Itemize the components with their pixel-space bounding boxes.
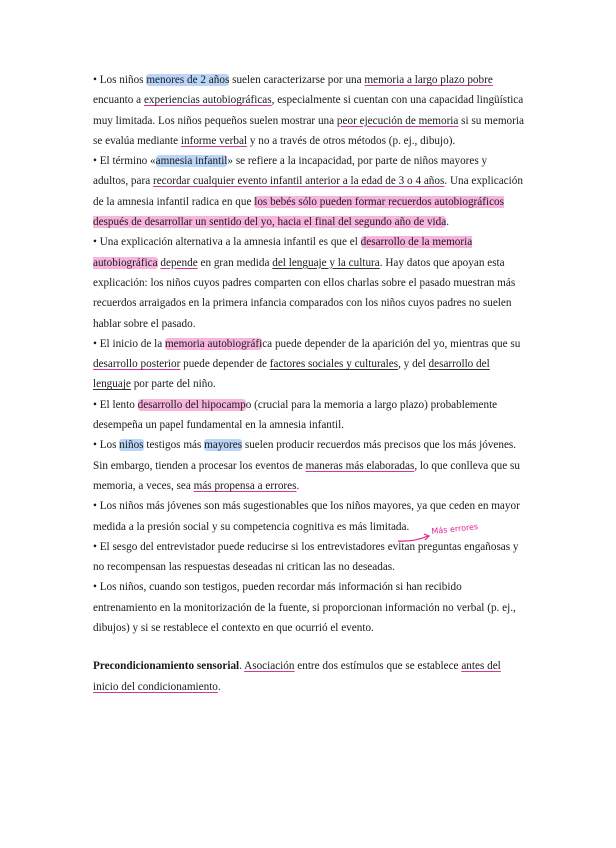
bullet-paragraph-8 [93,537,525,578]
bullet-marker: • [93,337,97,350]
text-segment: . Una explicación de la amnesia infantil radica en que [93,175,523,208]
text-segment: o (crucial para la memoria a largo plazo) probablemente desempeña un papel fundamental en la amnesia infantil. [93,398,498,432]
text-segment: Una explicación alternativa a la amnesia infantil es que el [96,236,361,249]
text-segment: entre dos estímulos que se establece [294,660,462,673]
underline-pink: depende [160,256,198,269]
bullet-paragraph-9 [93,577,525,638]
text-segment: Los niños [96,74,147,86]
text-segment: » se refiere a la incapacidad, por parte de niños mayores y adultos, para [93,155,488,188]
bullet-marker: • [93,74,97,86]
highlight-blue: mayores [204,439,243,452]
text-segment: . [217,680,221,693]
bullet-marker: • [93,398,97,411]
text-segment: si su memoria se evalúa mediante [93,114,524,147]
bullet-marker: • [93,155,97,168]
text-segment: El término « [96,155,156,168]
highlight-blue: niños [119,439,144,452]
text-segment: El lento [96,398,138,411]
paragraph-gap [93,638,525,656]
document-body [93,70,525,697]
text-segment: , especialmente si cuentan con una capacidad lingüística muy limitada. Los niños pequeños suelen mostrar una [93,94,524,127]
underline-dark: del lenguaje y la cultura [272,256,380,269]
definition-paragraph [93,656,525,697]
bullet-paragraph-2 [93,151,525,232]
bullet-paragraph-4 [93,334,525,395]
underline-pink: maneras más elaboradas [305,459,415,472]
highlight-pink: memoria autobiográfi [164,337,263,350]
text-segment: encuanto a [93,94,144,107]
text-segment: , y del [398,358,429,371]
underline-pink: desarrollo posterior [93,358,181,371]
text-segment: . [239,660,245,673]
highlight-pink: los bebés sólo pueden formar recuerdos autobiográficos después de desarrollar un sentido del yo, hacia el final del segundo año de vida [93,195,504,229]
text-segment: . Hay datos que apoyan esta explicación: los niños cuyos padres comparten con ellos charlas sobre el pasado muestran más recuerdos arraigados en la primera infancia comparados con los niños cuyos padres no suelen hablar sobre el pasado. [93,256,516,330]
bullet-paragraph-1 [93,70,525,151]
text-segment: en gran medida [197,256,273,269]
text-segment: testigos más [143,439,205,452]
underline-pink: experiencias autobiográficas [143,94,272,107]
text-segment: puede depender de [180,358,270,371]
highlight-blue: amnesia infantil [155,155,228,168]
text-segment: . [446,216,450,229]
handwritten-annotation: Más errores [431,522,479,536]
text-segment: El sesgo del entrevistador puede reducirse si los entrevistadores evitan preguntas engañosas y no recompensan las respuestas deseadas ni critican las no deseadas. [93,540,519,574]
text-segment: y no a través de otros métodos (p. ej., dibujo). [247,134,456,147]
highlight-blue: menores de 2 años [146,74,230,86]
text-segment: suelen producir recuerdos más precisos que los más jóvenes. Sin embargo, tienden a procesar los eventos de [93,439,517,472]
bullet-paragraph-5 [93,395,525,436]
underline-pink: Asociación [244,660,295,673]
definition-term: Precondicionamiento sensorial [93,660,240,673]
bullet-marker: • [93,581,97,594]
bullet-marker: • [93,540,97,553]
underline-dark: desarrollo del lenguaje [93,358,490,391]
underline-pink: más propensa a errores [193,479,297,492]
underline-pink: informe verbal [180,134,248,147]
text-segment: , lo que conlleva que su memoria, a veces, sea [93,459,520,492]
text-segment: . [296,479,300,492]
text-segment: Los niños, cuando son testigos, pueden recordar más información si han recibido entrenamiento en la monitorización de la fuente, si proporcionan información no verbal (p. ej., dibujos) y si se restablece el contexto en que ocurrió el evento. [93,581,516,635]
highlight-pink: desarrollo del hipocamp [137,398,246,411]
text-segment: suelen caracterizarse por una [229,74,365,86]
text-segment: ca puede depender de la aparición del yo, mientras que su [262,337,521,350]
underline-dark: factores sociales y culturales [269,358,399,371]
bullet-paragraph-6 [93,435,525,496]
bullet-marker: • [93,236,97,249]
text-segment: El inicio de la [96,337,165,350]
underline-pink: peor ejecución de memoria [336,114,459,127]
underline-pink: memoria a largo plazo pobre [364,74,493,86]
bullet-marker: • [93,439,97,452]
text-segment: Los [96,439,120,452]
underline-pink: antes del inicio del condicionamiento [93,660,501,693]
underline-pink: recordar cualquier evento infantil anterior a la edad de 3 o 4 años [152,175,445,188]
text-segment: Los niños más jóvenes son más sugestionables que los niños mayores, ya que ceden en mayor medida a la presión social y su competencia cognitiva es más limitada. [93,500,520,533]
arrow-icon [396,532,432,544]
highlight-pink: desarrollo de la memoria autobiográfica [93,236,473,269]
bullet-paragraph-3 [93,232,525,333]
text-segment: por parte del niño. [130,378,216,391]
bullet-marker: • [93,500,97,513]
